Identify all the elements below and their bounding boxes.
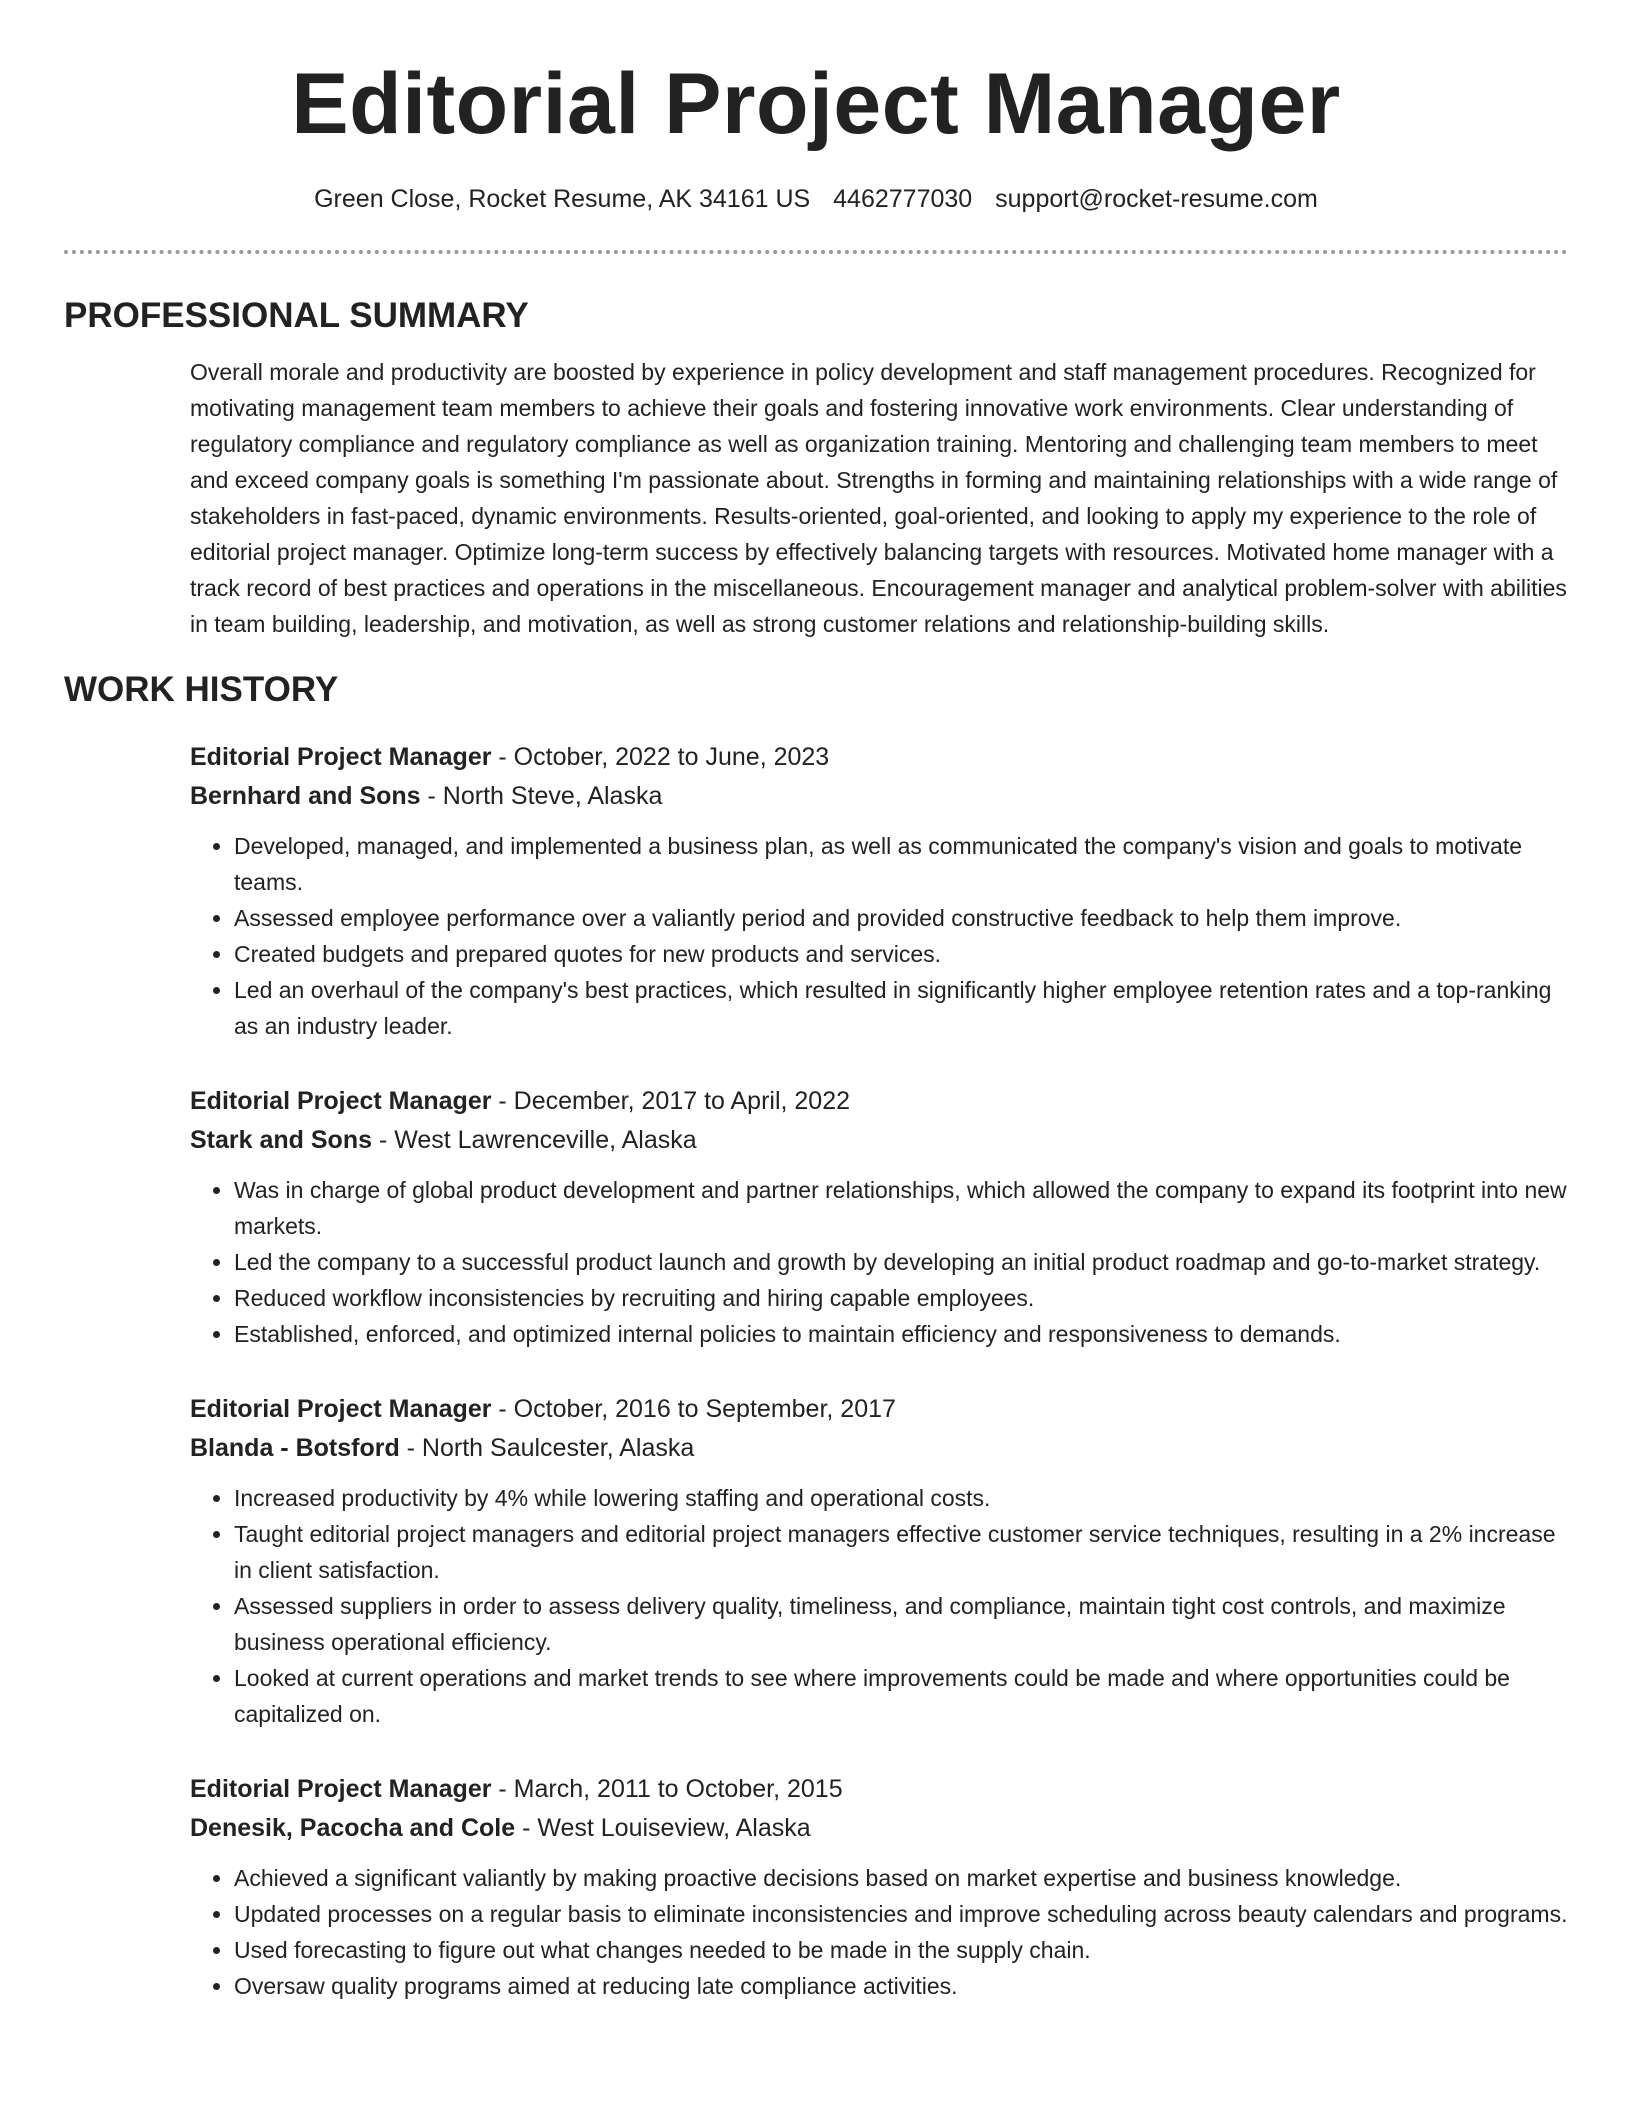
job-company: Denesik, Pacocha and Cole [190, 1814, 516, 1842]
job-location: - North Saulcester, Alaska [399, 1434, 695, 1462]
job-role: Editorial Project Manager [190, 1775, 492, 1803]
job-bullet: • Increased productivity by 4% while lowering staffing and operational costs. [234, 1480, 1568, 1516]
job-dates: - December, 2017 to April, 2022 [491, 1087, 851, 1115]
job-role: Editorial Project Manager [190, 1087, 492, 1115]
job-location: - North Steve, Alaska [420, 782, 663, 810]
job-bullet: • Established, enforced, and optimized internal policies to maintain efficiency and responsiveness to demands. [234, 1316, 1568, 1352]
summary-heading: PROFESSIONAL SUMMARY [64, 296, 529, 335]
job-dates: - October, 2016 to September, 2017 [491, 1395, 896, 1423]
contact-address: Green Close, Rocket Resume, AK 34161 US [314, 185, 811, 213]
header-divider [64, 250, 1568, 254]
job-company: Stark and Sons [190, 1126, 372, 1154]
job-bullets [190, 1480, 1568, 1732]
job-bullet: • Achieved a significant valiantly by making proactive decisions based on market expertise and business knowledge. [234, 1860, 1568, 1896]
job-bullet: • Assessed suppliers in order to assess delivery quality, timeliness, and compliance, maintain tight cost controls, and maximize business operational efficiency. [234, 1588, 1568, 1660]
job-bullet: • Taught editorial project managers and editorial project managers effective customer service techniques, resulting in a 2% increase in client satisfaction. [234, 1516, 1568, 1588]
job-title-line [190, 1770, 1568, 1809]
job-entry [190, 1390, 1568, 1732]
job-company-line [190, 1429, 1568, 1468]
job-bullets [190, 1860, 1568, 2004]
job-role: Editorial Project Manager [190, 743, 492, 771]
job-entry [190, 1082, 1568, 1352]
job-bullet: • Reduced workflow inconsistencies by recruiting and hiring capable employees. [234, 1280, 1568, 1316]
work-history-heading: WORK HISTORY [64, 670, 339, 709]
job-title-line [190, 1390, 1568, 1429]
job-company-line [190, 1121, 1568, 1160]
job-company-line [190, 1809, 1568, 1848]
job-dates: - October, 2022 to June, 2023 [491, 743, 830, 771]
job-bullet: • Led the company to a successful product launch and growth by developing an initial product roadmap and go-to-market strategy. [234, 1244, 1568, 1280]
job-entry [190, 1770, 1568, 2004]
contact-line [64, 182, 1568, 216]
job-location: - West Lawrenceville, Alaska [372, 1126, 697, 1154]
job-title-line [190, 1082, 1568, 1121]
job-bullet: • Created budgets and prepared quotes for new products and services. [234, 936, 1568, 972]
job-location: - West Louiseview, Alaska [515, 1814, 811, 1842]
job-title-line [190, 738, 1568, 777]
job-bullets [190, 1172, 1568, 1352]
job-role: Editorial Project Manager [190, 1395, 492, 1423]
work-history-list [190, 738, 1568, 2004]
job-company: Blanda - Botsford [190, 1434, 400, 1462]
job-bullet: • Led an overhaul of the company's best practices, which resulted in significantly higher employee retention rates and a top-ranking as an industry leader. [234, 972, 1568, 1044]
summary-text: Overall morale and productivity are boosted by experience in policy development and staff management procedures. Recognized for motivating management team members to achieve their goals and fostering innovative work environments. Clear understanding of regulatory compliance and regulatory compliance as well as organization training. Mentoring and challenging team members to meet and exceed company goals is something I'm passionate about. Strengths in forming and maintaining relationships with a wide range of stakeholders in fast-paced, dynamic environments. Results-oriented, goal-oriented, and looking to apply my experience to the role of editorial project manager. Optimize long-term success by effectively balancing targets with resources. Motivated home manager with a track record of best practices and operations in the miscellaneous. Encouragement manager and analytical problem-solver with abilities in team building, leadership, and motivation, as well as strong customer relations and relationship-building skills. [190, 359, 1567, 637]
contact-email: support@rocket-resume.com [995, 185, 1318, 213]
job-company-line [190, 777, 1568, 816]
job-entry [190, 738, 1568, 1044]
job-bullet: • Was in charge of global product development and partner relationships, which allowed the company to expand its footprint into new markets. [234, 1172, 1568, 1244]
job-bullet: • Oversaw quality programs aimed at reducing late compliance activities. [234, 1968, 1568, 2004]
job-company: Bernhard and Sons [190, 782, 421, 810]
job-bullet: • Used forecasting to figure out what changes needed to be made in the supply chain. [234, 1932, 1568, 1968]
job-bullet: • Updated processes on a regular basis to eliminate inconsistencies and improve scheduling across beauty calendars and programs. [234, 1896, 1568, 1932]
candidate-name: Editorial Project Manager [291, 56, 1341, 152]
job-bullet: • Looked at current operations and market trends to see where improvements could be made and where opportunities could be capitalized on. [234, 1660, 1568, 1732]
job-bullets [190, 828, 1568, 1044]
contact-phone: 4462777030 [833, 185, 973, 213]
job-bullet: • Assessed employee performance over a valiantly period and provided constructive feedback to help them improve. [234, 900, 1568, 936]
job-bullet: • Developed, managed, and implemented a business plan, as well as communicated the company's vision and goals to motivate teams. [234, 828, 1568, 900]
job-dates: - March, 2011 to October, 2015 [491, 1775, 843, 1803]
